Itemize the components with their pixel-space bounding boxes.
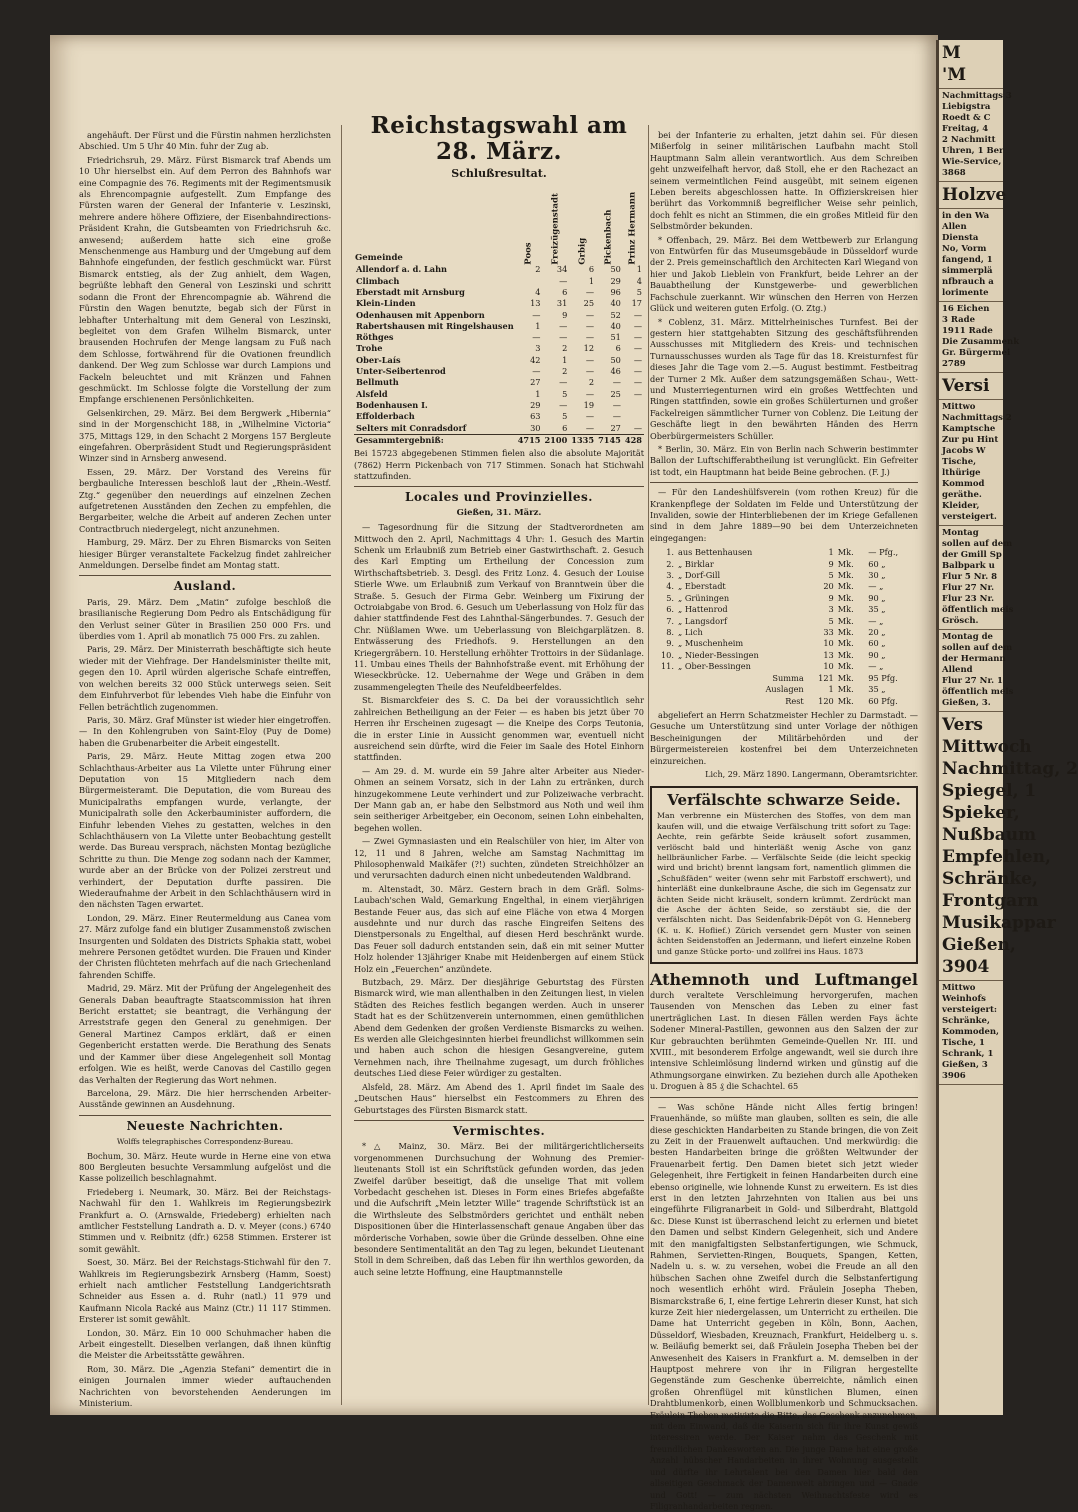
donation-sum-row: [650, 696, 918, 707]
candidate-header: [623, 184, 644, 264]
ausland-paragraph: Barcelona, 29. März. Die hier herrschenden Arbeiter-Ausstände gewinnen an Ausdehnung.: [79, 1087, 331, 1110]
vote-count: [516, 276, 543, 287]
vote-count: 1: [535, 388, 541, 399]
vote-count: 13: [530, 298, 541, 309]
marks-unit: Mk.: [837, 661, 854, 672]
donation-marks: 9: [828, 592, 834, 603]
neueste-paragraph: Rom, 30. März. Die „Agenzia Stefani“ dementirt die in einigen Journalen immer wieder auftauchenden Nachrichten von bevorstehenden Aenderungen im Ministerium.: [79, 1363, 331, 1409]
donation-marks: 33: [823, 627, 834, 638]
table-row: [354, 366, 644, 377]
column-left: [79, 130, 331, 1410]
donation-place: „ Nieder-Bessingen: [678, 649, 759, 660]
donation-marks: 20: [823, 581, 834, 592]
vote-count: —: [612, 377, 621, 388]
vote-count: —: [532, 332, 541, 343]
donation-marks: 3: [828, 604, 834, 615]
candidate-name: Prinz Hermann: [627, 191, 638, 265]
sum-marks: 120: [818, 695, 834, 706]
table-row: [354, 276, 644, 287]
table-row: [354, 298, 644, 309]
sum-label: Auslagen: [765, 684, 804, 695]
adjacent-page-fragment: Mittwo Nachmittags 2 Kamptsche Zur pu Hint Jacobs W Tische, lthürige Kommod geräthe. Kleider, versteigert.: [939, 400, 1003, 526]
donation-number: 4.: [666, 581, 674, 592]
adjacent-page-fragment: Vers Mittwoch Nachmittag, 2 Spiegel, 1 Spieker, Nußbaum Empfehlen, Schränke, Frontgarn Musikappar Gießen, 3904: [939, 712, 1003, 981]
vote-count: —: [585, 422, 595, 433]
gemeinde-name: Rabertshausen mit Ringelshausen: [356, 320, 514, 331]
vote-count: 40: [610, 298, 621, 309]
neueste-heading: Neueste Nachrichten.: [126, 1118, 284, 1133]
ausland-paragraph: London, 29. März. Einer Reutermeldung aus Canea vom 27. März zufolge fand ein blutiger Zusammenstoß zwischen Insurgenten und Soldaten des Districts Sphakia statt, wobei mehrere Personen getödtet wurden. Die Frauen und Kinder der Christen flüchteten mehrfach auf die nach Griechenland fahrenden Schiffe.: [79, 912, 331, 980]
vote-count: 9: [562, 309, 568, 320]
spacer: [650, 673, 676, 684]
donation-pfennig: — „: [868, 581, 884, 592]
donation-row: [650, 604, 918, 615]
gemeinde-name: Allendorf a. d. Lahn: [356, 264, 448, 275]
news-paragraph: angehäuft. Der Fürst und die Fürstin nahmen herzlichsten Abschied. Um 5 Uhr 40 Min. fuhr der Zug ab.: [79, 130, 331, 152]
neueste-paragraph: Friedeberg i. Neumark, 30. März. Bei der Reichstags-Nachwahl für den 1. Wahlkreis im Regierungsbezirk Frankfurt a. O. (Arnswalde, Friedeberg) erhielten nach amtlicher Feststellung Landrath a. D. v. Meyer (cons.) 6740 Stimmen und v. Reibnitz (dfr.) 6258 Stimmen. Ersterer ist somit gewählt.: [79, 1186, 331, 1254]
gemeinde-name: Röthges: [356, 332, 394, 343]
candidate-header: [569, 184, 596, 264]
marks-unit: Mk.: [837, 695, 854, 706]
donation-row: [650, 661, 918, 672]
table-row: [354, 355, 644, 366]
vote-count: 52: [610, 309, 621, 320]
sum-pfennig: 60 Pfg.: [868, 695, 898, 706]
vote-count: —: [612, 411, 621, 422]
news-reports: [79, 130, 331, 571]
marks-unit: Mk.: [837, 615, 854, 626]
candidate-header: [516, 184, 543, 264]
vote-count: —: [633, 377, 642, 388]
adjacent-page-fragment: Mittwo Weinhofs versteigert: Schränke, Kommoden, Tische, 1 Schrank, 1 Gießen, 3 3906: [939, 981, 1003, 1085]
donation-row: [650, 638, 918, 649]
neueste-subheading: Wolffs telegraphisches Correspondenz-Bureau.: [116, 1137, 294, 1147]
candidate-name: Pickenbach: [603, 209, 614, 265]
vote-count: 30: [530, 422, 541, 433]
donation-marks: 13: [823, 649, 834, 660]
vote-count: —: [532, 366, 541, 377]
gemeinde-name: Ober-Laís: [356, 354, 401, 365]
marks-unit: Mk.: [837, 581, 854, 592]
section-divider: [354, 1120, 644, 1121]
newspaper-page: [50, 35, 938, 1511]
section-divider: [354, 486, 644, 487]
donation-place: „ Grüningen: [678, 592, 730, 603]
vote-count: 3: [535, 343, 541, 354]
donation-place: „ Lich: [678, 627, 703, 638]
marks-unit: Mk.: [837, 649, 854, 660]
donation-marks: 10: [823, 661, 834, 672]
vote-count: 6: [562, 287, 568, 297]
candidate-name: Grbig: [576, 237, 587, 265]
locales-paragraph: — Zwei Gymnasiasten und ein Realschüler von hier, im Alter von 12, 11 und 8 Jahren, welche am Samstag Nachmittag im Philosophenwald Maikäfer (?!) suchten, zündeten Streichhölzer an und verursachten dadurch einen nicht unbedeutenden Waldbrand.: [354, 836, 644, 881]
vote-count: —: [633, 343, 642, 354]
donation-number: 2.: [666, 558, 674, 569]
silk-ad-title: Verfälschte schwarze Seide.: [667, 791, 901, 810]
donations-table: [650, 547, 918, 707]
donation-row: [650, 593, 918, 604]
donation-pfennig: 90 „: [868, 649, 886, 660]
candidate-name: Poos: [523, 242, 534, 265]
vote-count: 2: [562, 366, 568, 377]
vote-count: 27: [610, 422, 621, 433]
marks-unit: Mk.: [837, 638, 854, 649]
spacer: [650, 684, 676, 695]
election-title: Reichstagswahl am 28. März.: [370, 112, 628, 165]
table-row: [354, 411, 644, 422]
vote-count: —: [633, 320, 642, 331]
vote-count: —: [585, 388, 595, 399]
locales-paragraph: St. Bismarckfeier des S. C. Da bei der voraussichtlich sehr zahlreichen Betheiligung an der Feier — es haben bis jetzt über 70 Herren ihr Erscheinen zugesagt — die Kneipe des Corps Teutonia, die in erster Linie in Aussicht genommen war, eventuell nicht ausreichend sein dürfte, wird die Feier im Saale des Hotel Einhorn stattfinden.: [354, 695, 644, 763]
ausland-paragraph: Paris, 29. März. Der Ministerrath beschäftigte sich heute wieder mit der Viehfrage. Der Handelsminister theilte mit, gegen den 10. April würden algerische Schafe eintreffen, von welchen bereits 32 000 Stück unterwegs seien. Seit dem Einfuhrverbot für lebendes Vieh habe die Einfuhr von Fellen beträchtlich zugenommen.: [79, 644, 331, 712]
donation-marks: 9: [828, 558, 834, 569]
vote-count: 2: [535, 264, 541, 275]
donation-pfennig: — „: [868, 615, 884, 626]
filigree-article: — Was schöne Hände nicht Alles fertig bringen! Frauenhände, so müßte man glauben, sollten es sein, die alle diese geschickten Handarbeiten zu Stande bringen, die von Zeit zu Zeit in der Frauenwelt auftauchen. Und merkwürdig: die besten Handarbeiten bringe die größten Weltwunder der Frauenarbeit fertig. Den Damen bietet sich jetzt wieder Gelegenheit, ihre Fertigkeit in feinen Handarbeiten durch eine ebenso originelle, wie lohnende Kunst zu erweitern. Es ist dies erst in den letzten Jahrzehnten von Italien aus bei uns eingeführte Filigranarbeit in Gold- und Silberdraht, Blattgold &c. Diese Kunst ist überraschend leicht zu erlernen und bietet den Damen und selbst Kindern Gelegenheit, sich und Andere mit den manigfaltigsten Selbstanfertigungen, wie Schmuck, Rahmen, Servietten-Ringen, Bouquets, Spangen, Ketten, Nadeln u. s. w. zu versehen, wobei die Freude an all den hübschen Sachen ohne Zweifel durch die Selbstanfertigung noch wesentlich erhöht wird. Fräulein Josepha Theben, Bismarckstraße 6, I, eine fertige Lehrerin dieser Kunst, hat sich kurze Zeit hier niedergelassen, um Unterricht zu ertheilen. Die Dame hat Unterricht gegeben in Köln, Bonn, Aachen, Düsseldorf, Wiesbaden, Kreuznach, Frankfurt, Heidelberg u. s. w. Beiläufig bemerkt sei, daß Fräulein Josepha Theben bei der Anwesenheit des Kaisers in Frankfurt a. M. demselben in der Hauptpost mehrere von ihr in Filigran hergestellte Gegenstände zum Geschenke überreichte, nämlich einen großen Ohrenflügel mit künstlichen Blumen, einen Drahtblumenkorb, einen Wollblumenkorb und Schmucksachen. Fräulein Theben motivirte die Bitte, das Geschenk anzunehmen, mit dem Einwand, daß die Kaiserin sich für ihre Kunst gewiß interessiren werde. Der Kaiser nahm das Geschenk mit freundlichen Dankesworten an. Die junge Dame hat eine große Anzahl hübscher Handarbeiten in ihrer Wohnung ausgestellt und dürfte ihr Lehrtalent bei den Damen hier bald den allseitigen Geschmack der Damenwelt abringen und — Gnade und Gott! — zum nächsten Weihnachtsfeste wird es Filigranhandarbeiten regnen.: [650, 1101, 918, 1511]
vote-count: 27: [530, 377, 541, 388]
gemeinde-name: Selters mit Conradsdorf: [356, 422, 467, 433]
vote-count: 25: [583, 298, 595, 309]
marks-unit: Mk.: [837, 672, 854, 683]
ausland-paragraph: Paris, 30. März. Graf Münster ist wieder hier eingetroffen. — In den Kohlengruben von Saint-Eloy (Puy de Dome) haben die Grubenarbeiter die Arbeit eingestellt.: [79, 714, 331, 748]
news-paragraph: Friedrichsruh, 29. März. Fürst Bismarck traf Abends um 10 Uhr hierselbst ein. Auf dem Perron des Bahnhofs war eine Compagnie des 76. Regiments mit der Regimentsmusik als Ehrencompagnie aufgestellt. Zum Empfange des Fürsten waren der General der Infanterie v. Leszinski, mehrere andere höhere Offiziere, der Eisenbahndirections-Präsident Krahn, die Gutsbeamten von Friedrichsruh &c. anwesend; außerdem hatte sich eine große Menschenmenge aus Hamburg und der Umgebung auf dem Bahnhofe eingefunden, der festlich geschmückt war. Fürst Bismarck entstieg, als der Zug anhielt, dem Wagen, begrüßte lebhaft den General von Leszinski und schritt sodann die Front der Ehrencompagnie ab. Während die Fürstin den Wagen benutzte, begab sich der Fürst in lebhafter Unterhaltung mit dem General von Leszinski, begleitet von dem Grafen Wilhelm Bismarck, unter brausenden Hochrufen der Menge langsam zu Fuß nach dem Schlosse, fortwährend für die Ovationen freundlich dankend. Der Weg zum Schlosse war durch Lampions und Fackeln beleuchtet und mit Kränzen und Fahnen geschmückt. Im Schlosse folgte die Vorstellung der zum Empfange erschienenen Persönlichkeiten.: [79, 154, 331, 405]
gemeinde-name: Odenhausen mit Appenborn: [356, 309, 485, 320]
ausland-paragraph: Madrid, 29. März. Mit der Prüfung der Angelegenheit des Generals Daban beauftragte Staatscommission hat ihren Bericht erstattet; sie beantragt, die Verhängung der Arreststrafe gegen den General zu genehmigen. Der General Martinez Campos erklärt, daß er einen Gegenbericht erstatten werde. Die Berathung des Senats und der Kammer über diese Angelegenheit soll Montag erfolgen. Wie es heißt, werde Canovas del Castillo gegen das Verhalten der Regierung das Wort nehmen.: [79, 983, 331, 1085]
vote-count: 1: [535, 320, 541, 331]
gemeinde-name: Trohe: [356, 343, 383, 354]
candidate-header: [542, 184, 569, 264]
adjacent-page-fragment: Montag de sollen auf dem der Hermann Allend Flur 27 Nr. 1 öffentlich meis Gießen, 3.: [939, 630, 1003, 712]
adjacent-page-fragment: Nachmittags 3 Liebigstra Roedt & C Freitag, 4 2 Nachmitt Uhren, 1 Ber Wie-Service, 3868: [939, 89, 1003, 182]
donation-number: 11.: [660, 661, 674, 672]
donation-number: 8.: [666, 627, 674, 638]
donation-row: [650, 616, 918, 627]
locales-paragraph: Alsfeld, 28. März. Am Abend des 1. April findet im Saale des „Deutschen Haus“ hierselbst ein Festcommers zu Ehren des Geburtstages des Fürsten Bismarck statt.: [354, 1081, 644, 1115]
donation-pfennig: — „: [868, 661, 884, 672]
marks-unit: Mk.: [837, 604, 854, 615]
vote-count: —: [633, 366, 642, 377]
vote-count: 1: [588, 275, 595, 286]
donation-place: aus Bettenhausen: [678, 547, 753, 558]
vote-count: 2: [588, 377, 595, 388]
donation-place: „ Dorf-Gill: [678, 570, 721, 581]
neueste-section: [79, 1151, 331, 1410]
section-divider: [79, 1115, 331, 1116]
donation-marks: 5: [828, 615, 834, 626]
vote-count: —: [633, 309, 642, 320]
marks-unit: Mk.: [837, 627, 854, 638]
vote-count: 6: [615, 343, 621, 354]
vote-count: 46: [610, 366, 621, 377]
ausland-section: [79, 597, 331, 1111]
donation-number: 10.: [660, 649, 674, 660]
hilfsverein-intro: — Für den Landeshülfsverein (vom rothen Kreuz) für die Krankenpflege der Soldaten im Felde und Unterstützung der Invaliden, sowie der Hinterbliebenen der im Kriege Gefallenen sind in dem Jahre 1889—90 bei dem Unterzeichneten eingegangen:: [650, 487, 918, 543]
vote-count: 6: [562, 422, 568, 433]
adjacent-page-fragment: Holzve: [939, 182, 1003, 209]
donation-pfennig: — Pfg.,: [868, 547, 899, 558]
donation-number: 6.: [666, 604, 674, 615]
vote-count: —: [559, 399, 568, 410]
sum-pfennig: 35 „: [868, 684, 886, 695]
vote-count: 1: [636, 264, 642, 275]
donation-pfennig: 30 „: [868, 570, 886, 581]
donation-number: 7.: [666, 615, 674, 626]
marks-unit: Mk.: [837, 592, 854, 603]
table-row: [354, 287, 644, 298]
vote-count: [623, 411, 644, 422]
gemeinde-name: Alsfeld: [356, 388, 388, 399]
gemeinde-header: Gemeinde: [355, 253, 403, 263]
locales-paragraph: — Am 29. d. M. wurde ein 59 Jahre alter Arbeiter aus Nieder-Ohmen an seinem Vorsatz, sich in der Lahn zu ertränken, durch hinzugekommene Leute verhindert und zur Polizeiwache verbracht. Der Mann gab an, er habe den Selbstmord aus Noth und weil ihm sein seitheriger Arbeitgeber, ein Oeconom, seinen Lohn einbehalten, begehen wollen.: [354, 765, 644, 833]
gemeinde-name: Unter-Seibertenrod: [356, 366, 446, 377]
vote-count: —: [612, 399, 621, 410]
vote-count: 29: [610, 275, 621, 286]
vermischtes-paragraph: *△ Mainz, 30. März. Bei der militärgerichtlicherseits vorgenommenen Durchsuchung der Wohnung des Premier-lieutenants Stoll ist ein Schriftstück gefunden worden, das jeden Zweifel darüber beseitigt, daß die unselige That mit vollem Vorbedacht geschehen ist. Dieses in Form eines Briefes abgefaßte und die Aufschrift „Mein letzter Wille“ tragende Schriftstück ist an die Wirthsleute des Selbstmörders gerichtet und enthält neben Dispositionen über die Hinterlassenschaft genaue Angaben über das mörderische Vorhaben, sowie über die Gründe desselben. Ohne eine besondere Sentimentalität an den Tag zu legen, bekundet Lieutenant Stoll in dem Schreiben, daß das Leben für ihn werthlos geworden, da auch seine letzte Hoffnung, eine Hauptmannstelle: [354, 1141, 644, 1277]
vote-count: 19: [583, 399, 595, 410]
pastilles-advertisement: [650, 970, 918, 1093]
vote-count: 5: [562, 388, 568, 399]
vote-count: —: [532, 309, 541, 320]
donation-place: „ Hattenrod: [678, 604, 728, 615]
result-heading: Schlußresultat.: [451, 167, 547, 180]
locales-dateline: Gießen, 31. März.: [456, 507, 542, 518]
gemeinde-name: Climbach: [356, 275, 400, 286]
donation-row: [650, 627, 918, 638]
donation-marks: 1: [828, 547, 834, 558]
donation-row: [650, 559, 918, 570]
adjacent-page-fragment: 16 Eichen 3 Rade 1911 Rade Die Zusammenk Gr. Bürgermei 2789: [939, 302, 1003, 373]
donation-place: „ Muschenheim: [678, 638, 744, 649]
vote-count: 5: [562, 411, 568, 422]
adjacent-page-fragment: M 'M: [939, 40, 1003, 89]
vote-count: 17: [631, 298, 642, 309]
column-middle: [354, 113, 644, 1393]
donation-marks: 5: [828, 570, 834, 581]
table-row: [354, 343, 644, 354]
vote-count: —: [585, 287, 595, 297]
table-header-row: [354, 184, 644, 264]
vote-count: —: [633, 388, 642, 399]
column-right: [650, 130, 918, 1511]
marks-unit: Mk.: [837, 684, 854, 695]
donation-row: [650, 570, 918, 581]
news-paragraph: Gelsenkirchen, 29. März. Bei dem Bergwerk „Hibernia“ sind in der Morgenschicht 188, in „Wilhelmine Victoria“ 375, Mittags 129, in den Schacht 2 Morgens 157 Bergleute eingefahren. Oberpräsident Studt und Regierungspräsident Winzer sind in Arnsberg anwesend.: [79, 407, 331, 464]
donation-number: 1.: [666, 547, 674, 558]
vote-count: 96: [610, 287, 621, 297]
neueste-paragraph: Soest, 30. März. Bei der Reichstags-Stichwahl für den 7. Wahlkreis im Regierungsbezirk Arnsberg (Hamm, Soest) erhielt nach amtlicher Feststellung Landgerichtsrath Schneider aus Essen a. d. Ruhr (natl.) 11 979 und Kaufmann Nicola Racké aus Mainz (Ctr.) 11 117 Stimmen. Ersterer ist somit gewählt.: [79, 1257, 331, 1325]
candidate-name: Freizügenstadt: [550, 193, 561, 265]
table-row: [354, 310, 644, 321]
section-divider: [650, 482, 918, 483]
news-paragraph: bei der Infanterie zu erhalten, jetzt dahin sei. Für diesen Mißerfolg in seiner militärischen Laufbahn macht Stoll Hauptmann Salm allein verantwortlich. Aus dem Schreiben geht unzweifelhaft hervor, daß Stoll, ehe er den Rachezact an seinem vermeintlichen Feind ausgeübt, mit seinem eigenen Leben bereits abgeschlossen hatte. In Offizierskreisen hier berührt das Vorkommniß begreiflicher Weise sehr peinlich, doch fehlt es nicht an Stimmen, die ein großes Mitleid für den Selbstmörder bekunden.: [650, 130, 918, 232]
column-divider: [648, 125, 649, 1405]
vote-count: —: [633, 354, 642, 365]
news-paragraph: * Berlin, 30. März. Ein von Berlin nach Schwerin bestimmter Ballon der Luftschifferabtheilung ist verunglückt. Ein Gefreiter ist todt, ein Hauptmann hat beide Beine gebrochen. (F. J.): [650, 443, 918, 477]
donation-number: 5.: [666, 592, 674, 603]
pastilles-ad-title: Athemnoth und Luftmangel: [650, 970, 918, 990]
vote-count: 40: [610, 320, 621, 331]
table-row: [354, 332, 644, 343]
vote-count: —: [559, 320, 568, 331]
vote-count: 63: [530, 411, 541, 422]
locales-paragraph: — Tagesordnung für die Sitzung der Stadtverordneten am Mittwoch den 2. April, Nachmittags 4 Uhr: 1. Gesuch des Martin Schenk um Erlaubniß zum Betrieb einer Gastwirthschaft. 2. Gesuch des Karl Empting um Ertheilung der Concession zum Wirthschaftsbetrieb. 3. Desgl. des Fritz Lonz. 4. Gesuch der Louise Stierle Wwe. um Erlaubniß zum Verkauf von Branntwein über die Straße. 5. Gesuch der Firma Gebr. Weinberg um Fixirung der Octroiabgabe von Brod. 6. Gesuch um Ueberlassung von Holz für das dahier stattfindende Fest des Lahnthal-Sängerbundes. 7. Gesuch der Chr. Nüßlamen Wwe. um Ueberlassung von Bleichgarplätzen. 8. Entwässerung des Friedhofs. 9. Herstellungen an den Kriegergräbern. 10. Herstellung erhöhter Trottoirs in der Südanlage. 11. Umbau eines Theils der Bahnhofstraße event. mit Erhöhung der Wieseckbrücke. 12. Uebernahme der Wege und Gräben in dem zusammengelegten Theile des Neufeldbeerfeldes.: [354, 522, 644, 692]
donation-marks: 10: [823, 638, 834, 649]
hilfsverein-outro: abgeliefert an Herrn Schatzmeister Hechler zu Darmstadt. — Gesuche um Unterstützung sind unter Vorlage der nöthigen Bescheinigungen der Militärbehörden und der Bürgermeistereien kostenfrei bei dem Unterzeichneten einzureichen.: [650, 709, 918, 766]
sum-pfennig: 95 Pfg.: [868, 672, 898, 683]
section-divider: [79, 575, 331, 576]
table-row: [354, 377, 644, 388]
sum-label: Rest: [785, 695, 804, 706]
table-row: [354, 389, 644, 400]
vote-count: [623, 400, 644, 411]
ausland-heading: Ausland.: [173, 579, 237, 594]
total-count: 1335: [571, 434, 595, 445]
table-row: [354, 400, 644, 411]
donation-pfennig: 90 „: [868, 592, 886, 603]
donation-pfennig: 35 „: [868, 604, 886, 615]
vote-count: 34: [556, 264, 568, 275]
vote-count: 2: [562, 343, 568, 354]
donation-row: [650, 650, 918, 661]
donation-row: [650, 581, 918, 592]
candidate-header: [596, 184, 623, 264]
news-paragraph: Essen, 29. März. Der Vorstand des Vereins für bergbauliche Interessen beschloß laut der „Rhein.-Westf. Ztg.“ gegenüber den neuerdings auf einzelnen Zechen aufgetretenen Ausständen den Zechen zu empfehlen, die Bergarbeiter, welche die Arbeit auf anderen Zechen unter Contractbruch niedergelegt, nicht anzunehmen.: [79, 466, 331, 534]
donation-pfennig: 60 „: [868, 558, 886, 569]
donation-sum-row: [650, 673, 918, 684]
donation-place: „ Langsdorf: [678, 615, 727, 626]
donation-number: 9.: [666, 638, 674, 649]
vermischtes-section: [354, 1141, 644, 1278]
news-paragraph: Hamburg, 29. März. Der zu Ehren Bismarcks von Seiten hiesiger Bürger veranstaltete Fackelzug findet zahlreicher Anmeldungen. Derselbe findet am Montag statt.: [79, 537, 331, 571]
section-divider: [650, 1097, 918, 1098]
vote-count: 12: [583, 343, 595, 354]
locales-section: [354, 522, 644, 1116]
sum-marks: 121: [818, 672, 834, 683]
table-row: [354, 321, 644, 332]
vote-count: —: [585, 411, 595, 422]
hilfsverein-signature: Lich, 29. März 1890. Langermann, Oberamtsrichter.: [705, 769, 918, 779]
neueste-paragraph: London, 30. März. Ein 10 000 Schuhmacher haben die Arbeit eingestellt. Dieselben verlangen, daß ihnen künftig die Meister die Arbeitsstätte gewähren.: [79, 1327, 331, 1361]
vote-count: 51: [610, 332, 621, 343]
vote-count: —: [585, 309, 595, 320]
donation-pfennig: 60 „: [868, 638, 886, 649]
vote-count: —: [559, 332, 568, 343]
donation-place: „ Birklar: [678, 558, 714, 569]
vote-count: —: [559, 377, 568, 388]
ausland-paragraph: Paris, 29. März. Dem „Matin“ zufolge beschloß die brasilianische Regierung Dom Pedro als Entschädigung für den Verlust seiner Güter in Brasilien 250 000 Frs. und überdies vom 1. April ab monatlich 75 000 Frs. zu zahlen.: [79, 596, 331, 642]
total-row: [354, 434, 644, 446]
vote-count: 1: [562, 354, 568, 365]
adjacent-page-fragment: in den Wa Allen Diensta No, Vorm fangend, 1 simmerplä nfbrauch a lorimente: [939, 209, 1003, 302]
adjacent-page-fragment: Versi: [939, 373, 1003, 400]
total-count: 7145: [598, 434, 621, 445]
news-continued: [650, 130, 918, 478]
adjacent-page-strip: [936, 40, 1078, 1415]
total-count: 428: [623, 434, 644, 446]
column-divider: [341, 125, 342, 1405]
total-count: 2100: [544, 434, 568, 445]
donation-sum-row: [650, 684, 918, 695]
vote-count: 4: [535, 287, 541, 297]
donation-place: „ Eberstadt: [678, 581, 726, 592]
locales-heading: Locales und Provinzielles.: [405, 490, 593, 505]
election-results-table: [354, 184, 644, 446]
table-row: [354, 264, 644, 275]
vote-count: —: [633, 422, 642, 433]
total-count: 4715: [517, 434, 541, 445]
vote-count: 42: [530, 354, 541, 365]
adjacent-page-fragment: Montag sollen auf dem der Gmill Sp Balbpark u Flur 5 Nr. 8 Flur 27 Nr. Flur 23 Nr. öffentlich meis Grösch.: [939, 526, 1003, 630]
vote-count: —: [559, 275, 568, 286]
election-summary: Bei 15723 abgegebenen Stimmen fielen also die absolute Majorität (7862) Herrn Pickenbach von 717 Stimmen. Sonach hat Stichwahl stattzufinden.: [354, 448, 644, 481]
vote-count: —: [585, 320, 595, 331]
vote-count: 50: [610, 354, 621, 365]
pastilles-ad-text: durch veraltete Verschleimung hervorgerufen, machen Tausenden von Menschen das Leben zu einer fast unerträglichen Last. In diesen Fällen werden Fays ächte Sodener Mineral-Pastillen, gewonnen aus den Salzen der zur Kur gebrauchten berühmten Gemeinde-Quellen Nr. III. und XVIII., mit besonderem Erfolge angewandt, weil sie durch ihre intensive Schleimlösung lindernd wirken und günstig auf die Athmungsorgane einwirken. Zu beziehen durch alle Apotheken u. Droguen à 85 ₰ die Schachtel. 65: [650, 990, 918, 1092]
silk-ad-text: Man verbrenne ein Müsterchen des Stoffes, von dem man kaufen will, und die etwaige Verfälschung tritt sofort zu Tage: Aechte, rein gefärbte Seide kräuselt sofort zusammen, verlöscht bald und hinterläßt wenig Asche von ganz hellbräunlicher Farbe. — Verfälschte Seide (die leicht speckig wird und bricht) brennt langsam fort, namentlich glimmen die „Schußfäden“ weiter (wenn sehr mit Farbstoff erschwert), und hinterläßt eine dunkelbraune Asche, die sich im Gegensatz zur ächten Seide nicht kräuselt, sondern krümmt. Zerdrückt man die Asche der ächten Seide, so zerstäubt sie, die der verfälschten nicht. Das Seidenfabrik-Dépôt von G. Henneberg (K. u. K. Hoflief.) Zürich versendet gern Muster von seinen ächten Seidenstoffen an Jedermann, und liefert einzelne Roben und ganze Stücke porto- und zollfrei ins Haus. 1873: [657, 811, 911, 956]
neueste-paragraph: Bochum, 30. März. Heute wurde in Herne eine von etwa 800 Bergleuten besuchte Versammlung aufgelöst und die Kasse polizeilich beschlagnahmt.: [79, 1150, 331, 1184]
vote-count: —: [585, 354, 595, 365]
donation-place: „ Ober-Bessingen: [678, 661, 751, 672]
marks-unit: Mk.: [837, 547, 854, 558]
sum-label: Summa: [772, 672, 804, 683]
donation-row: [650, 547, 918, 558]
gemeinde-name: Bodenhausen I.: [356, 399, 428, 410]
gemeinde-name: Effolderbach: [356, 411, 415, 422]
marks-unit: Mk.: [837, 558, 854, 569]
vote-count: —: [585, 366, 595, 377]
vermischtes-heading: Vermischtes.: [452, 1123, 546, 1138]
vote-count: 5: [636, 287, 642, 297]
total-label: Gesammtergebniß:: [354, 434, 516, 446]
donation-pfennig: 20 „: [868, 627, 886, 638]
vote-count: —: [633, 332, 642, 343]
vote-count: 31: [556, 298, 568, 309]
gemeinde-name: Klein-Linden: [356, 298, 416, 309]
marks-unit: Mk.: [837, 570, 854, 581]
donation-number: 3.: [666, 570, 674, 581]
locales-paragraph: Butzbach, 29. März. Der diesjährige Geburtstag des Fürsten Bismarck wird, wie man allenthalben in den Zeitungen liest, in vielen Städten des Reiches festlich begangen werden. Auch in unserer Stadt hat es der Schützenverein unternommen, einen gemüthlichen Abend dem Gedenken der großen Verdienste Bismarcks zu weihen. Es werden alle Gleichgesinnten hierbei freundlichst willkommen sein und haben auch schon die hiesigen Gesangvereine, gutem Vernehmen nach, ihre Theilnahme zugesagt, um durch fröhliches deutsches Lied diese Feier würdiger zu gestalten.: [354, 977, 644, 1079]
vote-count: 6: [588, 264, 595, 275]
vote-count: —: [585, 332, 595, 343]
news-paragraph: * Offenbach, 29. März. Bei dem Wettbewerb zur Erlangung von Entwürfen für das Museumsgebäude in Düsseldorf wurde der 2. Preis gemeinschaftlich den Architecten Karl Wiegand von hier und Jakob Lieblein von Frankfurt, beide Lehrer an der Bauabtheilung der Kunstgewerbe- und gewerblichen Fachschule zuerkannt. Wir wünschen den Herren von Herzen Glück und weiteren guten Erfolg. (O. Ztg.): [650, 234, 918, 314]
gemeinde-name: Bellmuth: [356, 377, 399, 388]
locales-paragraph: m. Altenstadt, 30. März. Gestern brach in dem Gräfl. Solms-Laubach'schen Wald, Gemarkung Engelthal, in einem vierjährigen Bestande Feuer aus, das sich auf eine Fläche von etwa 4 Morgen ausdehnte und nur durch das rasche Eingreifen Seitens des Dienstpersonals zu Engelthal, auf diesen Herd beschränkt wurde. Das Feuer soll dadurch entstanden sein, daß ein mit seiner Mutter Holz holender 13jähriger Knabe mit Heidenbergen auf einem Stück Holz ein „Feuerchen“ anzündete.: [354, 883, 644, 974]
vote-count: 4: [636, 275, 642, 286]
gemeinde-name: Eberstadt mit Arnsburg: [356, 287, 465, 297]
vote-count: 29: [530, 399, 541, 410]
spacer: [650, 696, 676, 707]
ausland-paragraph: Paris, 29. März. Heute Mittag zogen etwa 200 Schlachthaus-Arbeiter aus La Vilette unter Führung einer Deputation von 15 Mitgliedern nach dem Bürgermeisteramt. Die Deputation, die vom Bureau des Municipalraths empfangen wurde, verlangte, der Municipalrath solle den Ackerbauminister auffordern, die Einfuhr lebenden Viehes zu gestatten, welches in den Schlachthäusern von La Vilette unter Beobachtung gestellt werde. Das Bureau versprach, nächsten Montag bezügliche Schritte zu thun. Die Menge zog sodann nach der Kammer, wurde aber an der Brücke von der Polizei zerstreut und verhindert, der Deputation durfte passiren. Die Wiederaufnahme der Arbeit in den Schlachthäusern wird in den nächsten Tagen erwartet.: [79, 751, 331, 910]
news-paragraph: * Coblenz, 31. März. Mittelrheinisches Turnfest. Bei der gestern hier stattgehabten Sitzung des geschäftsführenden Ausschusses mit Mitgliedern des Kreis- und technischen Turnausschusses wurden als Tage für das 18. Kreisturnfest für dieses Jahr die Tage vom 2.—5. August bestimmt. Festbeitrag der Turner 2 Mk. Außer dem satzungsgemäßen Schau-, Wett- und Musterriegenturnen wird ein großes Wettfechten und Ringen stattfinden, sowie ein großes Schülerturnen und großer Fackelreigen sämmtlicher Turner von Coblenz. Die Leitung der Geschäfte liegt in den bewährten Händen des Herrn Oberbürgermeisters Schüller.: [650, 316, 918, 441]
sum-marks: 1: [828, 684, 834, 695]
vote-count: 25: [610, 388, 621, 399]
silk-advertisement: [650, 786, 918, 964]
vote-count: 50: [610, 264, 621, 275]
table-row: [354, 423, 644, 435]
